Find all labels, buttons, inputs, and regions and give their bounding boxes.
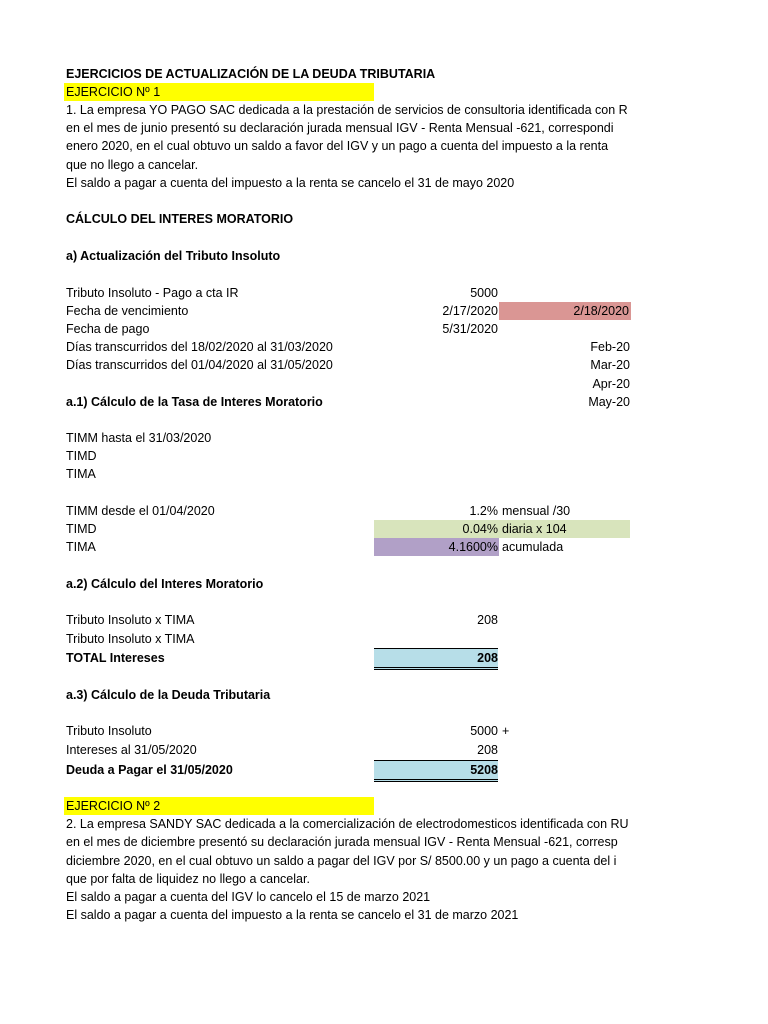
- tima-note: acumulada: [502, 540, 564, 554]
- fecha-pago-label: Fecha de pago: [66, 322, 150, 336]
- ejercicio-1-label: EJERCICIO Nº 1: [66, 85, 161, 99]
- ejercicio-1-line-2: en el mes de junio presentó su declaración jurada mensual IGV - Renta Mensual -621, correspondi: [66, 121, 614, 135]
- timm-hasta-label: TIMM hasta el 31/03/2020: [66, 431, 212, 445]
- calculo-title: CÁLCULO DEL INTERES MORATORIO: [66, 212, 294, 226]
- fecha-vencimiento-next-cell: 2/18/2020: [499, 302, 631, 320]
- ejercicio-2-line-3: diciembre 2020, en el cual obtuvo un saldo a pagar del IGV por S/ 8500.00 y un pago a cuenta del i: [66, 854, 617, 868]
- total-intereses-label: TOTAL Intereses: [66, 651, 165, 665]
- deuda-tributo-value: 5000: [470, 724, 498, 738]
- ejercicio-2-line-4: que por falta de liquidez no llego a cancelar.: [66, 872, 310, 886]
- ejercicio-1-line-3: enero 2020, en el cual obtuvo un saldo a favor del IGV y un pago a cuenta del impuesto a la renta: [66, 139, 609, 153]
- fecha-vencimiento-label: Fecha de vencimiento: [66, 304, 189, 318]
- ejercicio-2-line-2: en el mes de diciembre presentó su declaración jurada mensual IGV - Renta Mensual -621, corresp: [66, 835, 618, 849]
- section-a3-title: a.3) Cálculo de la Deuda Tributaria: [66, 688, 271, 702]
- interes-row-2-label: Tributo Insoluto x TIMA: [66, 632, 195, 646]
- deuda-total-value: 5208: [374, 760, 498, 782]
- dias-transcurridos-2-label: Días transcurridos del 01/04/2020 al 31/05/2020: [66, 358, 333, 372]
- fecha-pago-value: 5/31/2020: [442, 322, 498, 336]
- deuda-total-label: Deuda a Pagar el 31/05/2020: [66, 763, 233, 777]
- timd-value: 0.04%: [462, 522, 498, 536]
- interes-row-1-value: 208: [477, 613, 498, 627]
- ejercicio-2-line-5: El saldo a pagar a cuenta del IGV lo cancelo el 15 de marzo 2021: [66, 890, 431, 904]
- month-cell: May-20: [588, 395, 630, 409]
- deuda-tributo-label: Tributo Insoluto: [66, 724, 152, 738]
- ejercicio-1-line-1: 1. La empresa YO PAGO SAC dedicada a la prestación de servicios de consultoria identificada con R: [66, 103, 628, 117]
- timd-label: TIMD: [66, 449, 97, 463]
- tima-value: 4.1600%: [448, 540, 498, 554]
- ejercicio-1-line-4: que no llego a cancelar.: [66, 158, 199, 172]
- section-a2-title: a.2) Cálculo del Interes Moratorio: [66, 577, 264, 591]
- month-cell: Feb-20: [590, 340, 630, 354]
- tributo-insoluto-value: 5000: [470, 286, 498, 300]
- document-title: EJERCICIOS DE ACTUALIZACIÓN DE LA DEUDA TRIBUTARIA: [66, 67, 436, 81]
- tima-desde-label: TIMA: [66, 540, 96, 554]
- deuda-intereses-value: 208: [477, 743, 498, 757]
- timm-value: 1.2%: [469, 504, 498, 518]
- timm-note: mensual /30: [502, 504, 571, 518]
- section-a1-title: a.1) Cálculo de la Tasa de Interes Moratorio: [66, 395, 323, 409]
- section-a-title: a) Actualización del Tributo Insoluto: [66, 249, 281, 263]
- tima-label: TIMA: [66, 467, 96, 481]
- timd-desde-label: TIMD: [66, 522, 97, 536]
- dias-transcurridos-1-label: Días transcurridos del 18/02/2020 al 31/03/2020: [66, 340, 333, 354]
- total-intereses-value: 208: [374, 648, 498, 670]
- ejercicio-2-label: EJERCICIO Nº 2: [66, 799, 161, 813]
- timd-note: diaria x 104: [502, 522, 567, 536]
- deuda-intereses-label: Intereses al 31/05/2020: [66, 743, 197, 757]
- ejercicio-2-line-6: El saldo a pagar a cuenta del impuesto a la renta se cancelo el 31 de marzo 2021: [66, 908, 519, 922]
- fecha-vencimiento-value: 2/17/2020: [442, 304, 498, 318]
- tributo-insoluto-label: Tributo Insoluto - Pago a cta IR: [66, 286, 239, 300]
- month-cell: Apr-20: [592, 377, 630, 391]
- timm-desde-label: TIMM desde el 01/04/2020: [66, 504, 215, 518]
- interes-row-1-label: Tributo Insoluto x TIMA: [66, 613, 195, 627]
- ejercicio-1-line-5: El saldo a pagar a cuenta del impuesto a la renta se cancelo el 31 de mayo 2020: [66, 176, 515, 190]
- deuda-tributo-sign: +: [502, 724, 510, 738]
- month-cell: Mar-20: [590, 358, 630, 372]
- ejercicio-2-line-1: 2. La empresa SANDY SAC dedicada a la comercialización de electrodomesticos identificada con RU: [66, 817, 629, 831]
